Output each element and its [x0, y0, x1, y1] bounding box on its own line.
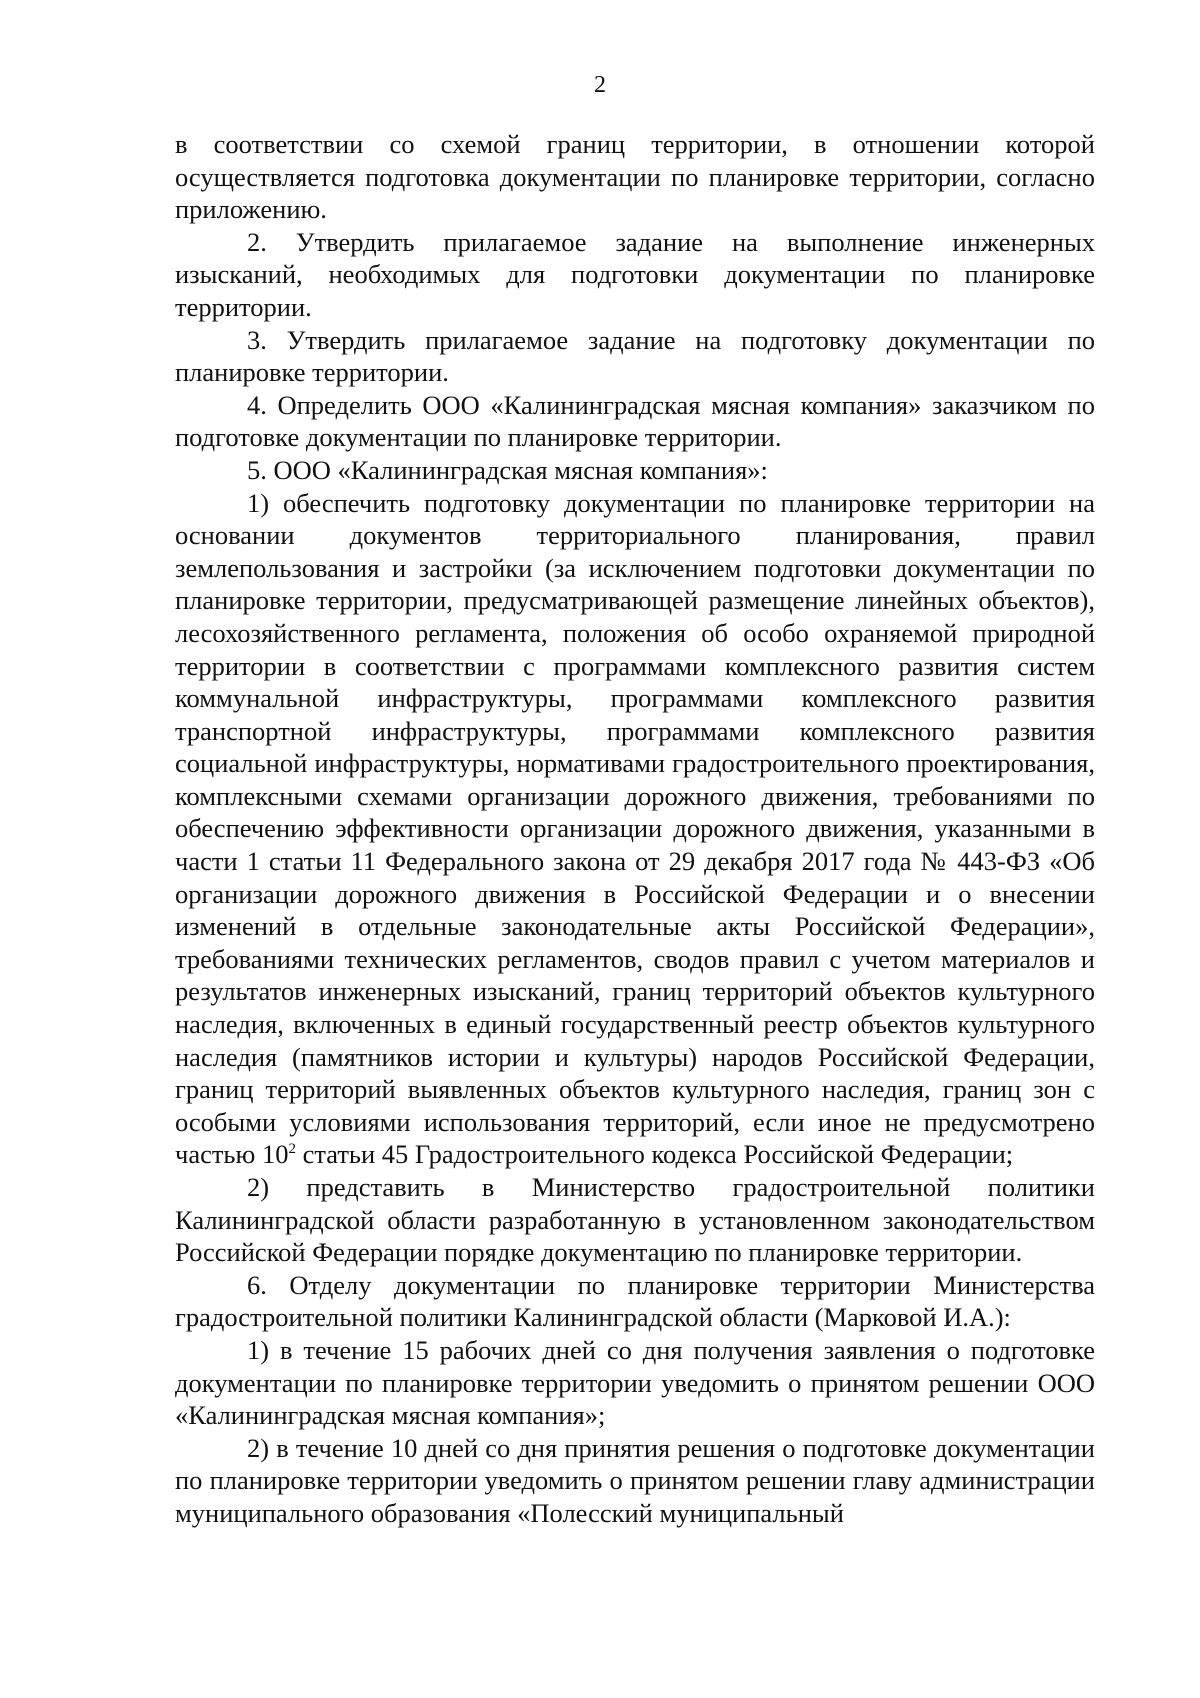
paragraph-item-5-1	[175, 487, 1095, 1171]
paragraph-item-2: 2. Утвердить прилагаемое задание на выполнение инженерных изысканий, необходимых для подготовки документации по планировке территории.	[175, 226, 1095, 322]
paragraph-item-6: 6. Отделу документации по планировке территории Министерства градостроительной политики Калининградской области (Марковой И.А.):	[175, 1269, 1095, 1333]
paragraph-item-6-2: 2) в течение 10 дней со дня принятия решения о подготовке документации по планировке территории уведомить о принятом решении главу администрации муниципального образования «Полесский муниципальный	[175, 1432, 1095, 1528]
paragraph-item-4: 4. Определить ООО «Калининградская мясная компания» заказчиком по подготовке документации по планировке территории.	[175, 389, 1095, 453]
paragraph-item-5-2: 2) представить в Министерство градостроительной политики Калининградской области разработанную в установленном законодательством Российской Федерации порядке документацию по планировке территории.	[175, 1172, 1095, 1268]
paragraph-continuation: в соответствии со схемой границ территории, в отношении которой осуществляется подготовка документации по планировке территории, согласно приложению.	[175, 129, 1095, 225]
paragraph-item-5: 5. ООО «Калининградская мясная компания»:	[247, 454, 768, 485]
page-number: 2	[594, 72, 606, 98]
paragraph-item-3: 3. Утвердить прилагаемое задание на подготовку документации по планировке территории.	[175, 324, 1095, 388]
paragraph-item-5-1-text: 1) обеспечить подготовку документации по планировке территории на основании документов территориального планирования, правил землепользования и застройки (за исключением подготовки документации по планировке территории, предусматривающей размещение линейных объектов), лесохозяйственного регламента, положения об особо охраняемой природной территории в соответствии с программами комплексного развития систем коммунальной инфраструктуры, программами комплексного развития транспортной инфраструктуры, программами комплексного развития социальной инфраструктуры, нормативами градостроительного проектирования, комплексными схемами организации дорожного движения, требованиями по обеспечению эффективности организации дорожного движения, указанными в части 1 статьи 11 Федерального закона от 29 декабря 2017 года № 443-ФЗ «Об организации дорожного движения в Российской Федерации и о внесении изменений в отдельные законодательные акты Российской Федерации», требованиями технических регламентов, сводов правил с учетом материалов и результатов инженерных изысканий, границ территорий объектов культурного наследия, включенных в единый государственный реестр объектов культурного наследия (памятников истории и культуры) народов Российской Федерации, границ территорий выявленных объектов культурного наследия, границ зон с особыми условиями использования территорий, если иное не предусмотрено частью 10	[175, 487, 1095, 1170]
superscript: 2	[288, 1141, 296, 1158]
document-body	[175, 128, 1095, 1530]
paragraph-item-5-1-tail: статьи 45 Градостроительного кодекса Российской Федерации;	[295, 1139, 1014, 1170]
paragraph-item-6-1: 1) в течение 15 рабочих дней со дня получения заявления о подготовке документации по планировке территории уведомить о принятом решении ООО «Калининградская мясная компания»;	[175, 1334, 1095, 1431]
